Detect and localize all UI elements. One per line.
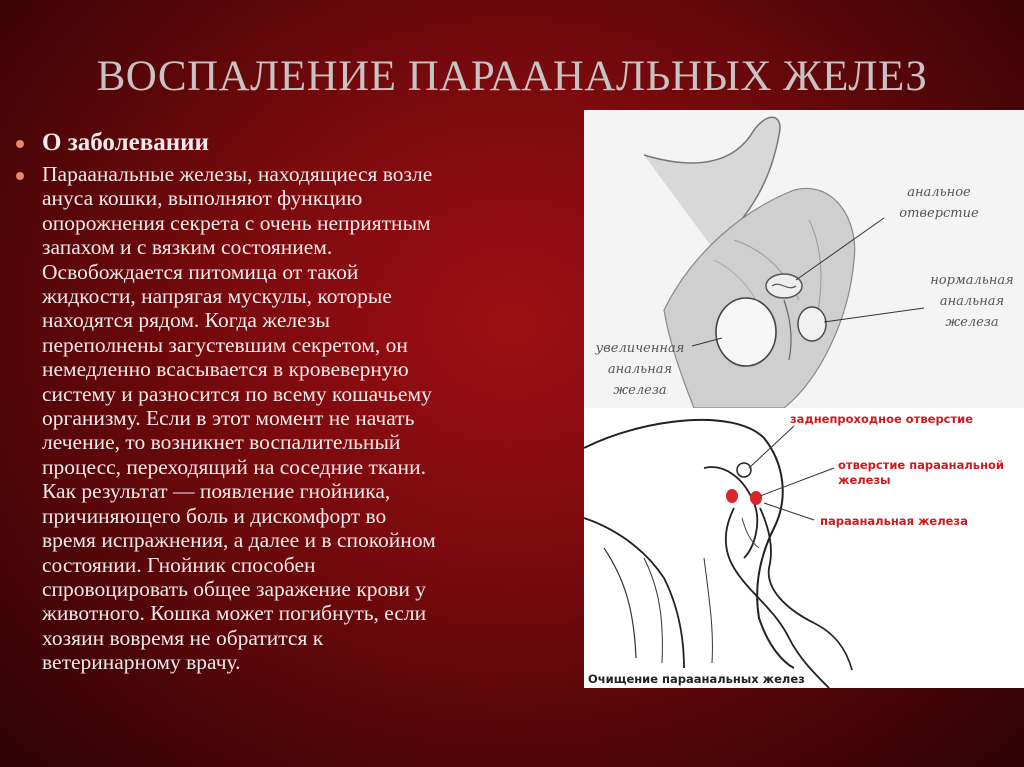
gland-cleaning-drawing xyxy=(584,408,1024,688)
label-rectum-opening: заднепроходное отверстие xyxy=(790,412,974,426)
bullet-body xyxy=(16,162,586,675)
label-anal-opening: анальное отверстие xyxy=(899,185,979,221)
label-enlarged-gland: увеличенная анальная железа xyxy=(595,341,685,398)
label-gland-opening: отверстие параанальной железы xyxy=(838,458,1004,487)
slide-title: ВОСПАЛЕНИЕ ПАРААНАЛЬНЫХ ЖЕЛЕЗ xyxy=(96,53,928,100)
text-column xyxy=(16,128,586,675)
bullet-dot-icon xyxy=(16,172,24,180)
label-paraanal-gland: параанальная железа xyxy=(820,514,968,528)
gland-cleaning-illustration xyxy=(584,408,1024,688)
figure-caption: Очищение параанальных желез xyxy=(588,672,805,686)
body-paragraph: Параанальные железы, находящиеся возле ануса кошки, выполняют функцию опорожнения секрета с очень неприятным запахом и с вязким состоянием. Освобождается питомица от такой жидкости, напрягая мускулы, которые находятся рядом. Когда железы переполнены загустевшим секретом, он немедленно всасывается в кровеверную систему и разносится по всему кошачьему организму. Если в этот момент не начать лечение, то возникнет воспалительный процесс, переходящий на соседние ткани. Как результат — появление гнойника, причиняющего боль и дискомфорт во время испражнения, а далее и в спокойном состоянии. Гнойник способен спровоцировать общее заражение крови у животного. Кошка может погибнуть, если хозяин вовремя не обратится к ветеринарному врачу. xyxy=(42,162,436,675)
label-normal-gland: нормальная анальная железа xyxy=(930,273,1014,330)
anal-gland-illustration xyxy=(584,110,1024,408)
bullet-heading xyxy=(16,128,586,158)
section-heading: О заболевании xyxy=(42,129,209,156)
bullet-dot-icon xyxy=(16,140,24,148)
